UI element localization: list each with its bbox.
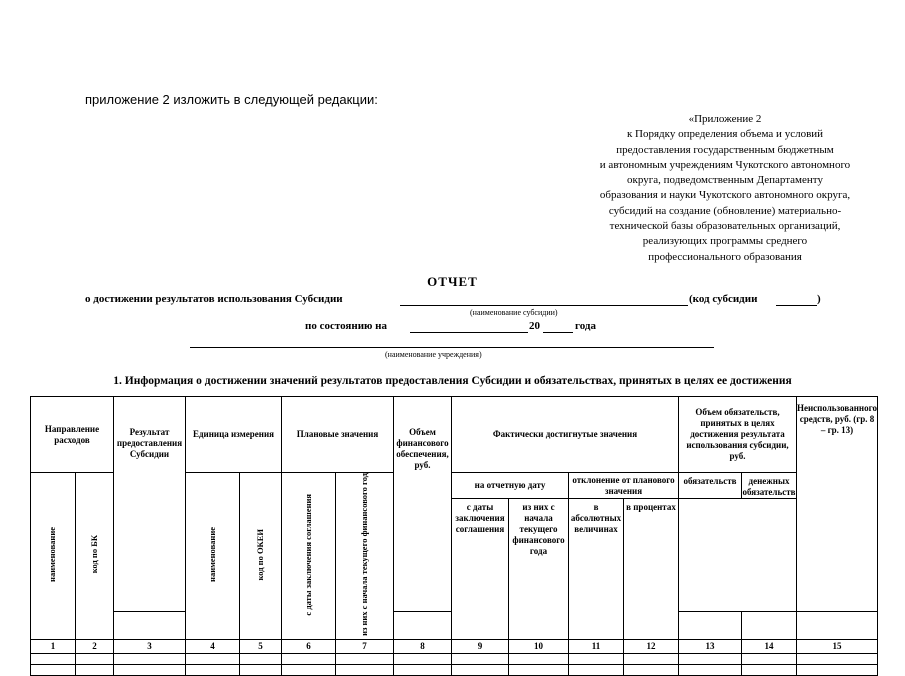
header-direction: Направление расходов — [31, 397, 114, 473]
col-number: 1 — [31, 639, 76, 653]
col-number: 8 — [394, 639, 452, 653]
header-deviation: отклонение от планового значения — [569, 473, 679, 499]
table-cell[interactable] — [797, 653, 878, 664]
appendix-line: к Порядку определения объема и условий — [626, 128, 824, 141]
col-number: 7 — [336, 639, 394, 653]
year-prefix: 20 — [529, 320, 540, 332]
column-number-row — [31, 639, 878, 653]
appendix-line: «Приложение 2 — [688, 113, 762, 125]
col-number: 2 — [76, 639, 114, 653]
report-title: ОТЧЕТ — [427, 274, 478, 289]
institution-blank[interactable] — [190, 347, 714, 348]
table-cell[interactable] — [569, 664, 624, 675]
col-number: 5 — [240, 639, 282, 653]
table-cell[interactable] — [679, 664, 742, 675]
header-fact-ytd: из них с начала текущего финансового года — [509, 499, 569, 640]
header-unused: Неиспользованного средств, руб. (гр. 8 – гр. 13) — [797, 397, 878, 612]
appendix-line: образования и науки Чукотского автономного округа, — [599, 189, 851, 202]
header-volume-spacer — [394, 611, 452, 639]
table-cell[interactable] — [240, 653, 282, 664]
subsidy-code-close: ) — [817, 293, 821, 305]
header-fact: Фактически достигнутые значения — [452, 397, 679, 473]
col-number: 9 — [452, 639, 509, 653]
col-number: 4 — [186, 639, 240, 653]
header-obligatory-spacer — [679, 611, 742, 639]
table-row — [31, 653, 878, 664]
header-fact-date: с даты заключения соглашения — [452, 499, 509, 640]
table-cell[interactable] — [186, 653, 240, 664]
table-cell[interactable] — [509, 664, 569, 675]
appendix-line: профессионального образования — [648, 250, 802, 263]
table-cell[interactable] — [31, 664, 76, 675]
table-cell[interactable] — [31, 653, 76, 664]
header-obligations: Объем обязательств, принятых в целях достижения результата использования субсидии, руб. — [679, 397, 797, 473]
header-volume: Объем финансового обеспечения, руб. — [394, 397, 452, 612]
header-report-date: на отчетную дату — [452, 473, 569, 499]
header-plan-ytd — [336, 473, 394, 640]
appendix-line: и автономным учреждениям Чукотского автономного — [599, 158, 851, 171]
table-row — [31, 664, 878, 675]
subsidy-name-blank[interactable] — [400, 305, 688, 306]
header-result: Результат предоставления Субсидии — [114, 397, 186, 612]
section-title: 1. Информация о достижении значений результатов предоставления Субсидии и обязательствах, принятых в целях ее достижения — [113, 375, 792, 387]
appendix-line: технической базы образовательных организаций, — [609, 220, 841, 233]
table-cell[interactable] — [742, 653, 797, 664]
header-plan-date — [282, 473, 336, 640]
table-cell[interactable] — [679, 653, 742, 664]
header-okei — [240, 473, 282, 640]
table-cell[interactable] — [452, 653, 509, 664]
header-unit-name — [186, 473, 240, 640]
col-number: 13 — [679, 639, 742, 653]
year-blank[interactable] — [543, 332, 573, 333]
table-cell[interactable] — [569, 653, 624, 664]
col-number: 3 — [114, 639, 186, 653]
appendix-line: округа, подведомственным Департаменту — [627, 174, 823, 187]
year-suffix: года — [575, 320, 596, 332]
header-result-spacer — [114, 611, 186, 639]
header-bk — [76, 473, 114, 640]
col-number: 15 — [797, 639, 878, 653]
table-cell[interactable] — [394, 664, 452, 675]
table-cell[interactable] — [282, 664, 336, 675]
header-plan: Плановые значения — [282, 397, 394, 473]
header-unit-name-text: наименование — [206, 526, 217, 582]
header-name — [31, 473, 76, 640]
header-plan-date-text: с даты заключения соглашения — [302, 493, 313, 616]
report-table — [30, 396, 878, 676]
subsidy-label: о достижении результатов использования Субсидии — [85, 293, 343, 305]
table-cell[interactable] — [624, 664, 679, 675]
header-unused-spacer — [797, 611, 878, 639]
subsidy-code-label: (код субсидии — [689, 293, 758, 305]
intro-text: приложение 2 изложить в следующей редакции: — [85, 92, 378, 107]
header-money-spacer — [742, 611, 797, 639]
table-cell[interactable] — [240, 664, 282, 675]
table-cell[interactable] — [336, 653, 394, 664]
col-number: 11 — [569, 639, 624, 653]
col-number: 12 — [624, 639, 679, 653]
header-name-text: наименование — [47, 526, 58, 582]
header-money-obligations: денежных обязательств — [742, 473, 797, 499]
table-cell[interactable] — [452, 664, 509, 675]
date-blank[interactable] — [410, 332, 528, 333]
table-cell[interactable] — [509, 653, 569, 664]
col-number: 14 — [742, 639, 797, 653]
header-plan-ytd-text: из них с начала текущего финансового год — [358, 473, 369, 636]
table-cell[interactable] — [336, 664, 394, 675]
table-cell[interactable] — [797, 664, 878, 675]
date-label: по состоянию на — [305, 320, 388, 332]
table-cell[interactable] — [394, 653, 452, 664]
table-cell[interactable] — [282, 653, 336, 664]
subsidy-code-blank[interactable] — [776, 305, 817, 306]
header-unit: Единица измерения — [186, 397, 282, 473]
appendix-line: предоставления государственным бюджетным — [616, 143, 834, 156]
table-cell[interactable] — [114, 653, 186, 664]
appendix-line: реализующих программы среднего — [642, 235, 808, 248]
date-line — [305, 320, 387, 332]
subsidy-line — [85, 293, 343, 305]
subsidy-caption: (наименование субсидии) — [470, 308, 558, 317]
header-pct: в процентах — [624, 499, 679, 640]
col-number: 6 — [282, 639, 336, 653]
header-okei-text: код по ОКЕИ — [254, 528, 265, 581]
col-number: 10 — [509, 639, 569, 653]
header-abs: в абсолютных величинах — [569, 499, 624, 640]
header-obligatory: обязательств — [679, 473, 742, 499]
table-cell[interactable] — [76, 664, 114, 675]
table-cell[interactable] — [742, 664, 797, 675]
table-cell[interactable] — [186, 664, 240, 675]
appendix-header — [560, 112, 890, 265]
institution-caption: (наименование учреждения) — [385, 350, 482, 359]
table-cell[interactable] — [76, 653, 114, 664]
table-cell[interactable] — [624, 653, 679, 664]
table-cell[interactable] — [114, 664, 186, 675]
appendix-line: субсидий на создание (обновление) материально- — [608, 204, 842, 217]
header-bk-text: код по БК — [88, 535, 99, 574]
